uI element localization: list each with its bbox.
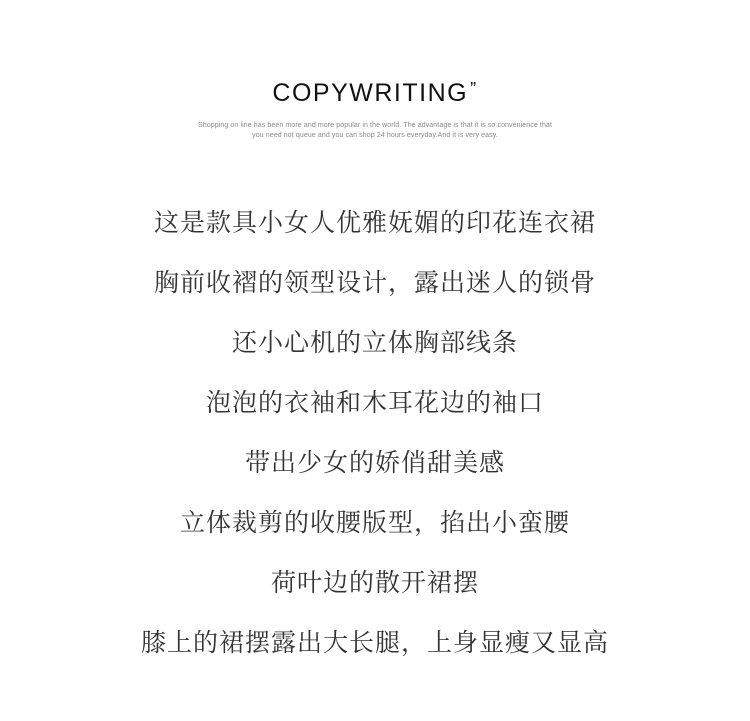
subtitle-line-2: you need not queue and you can shop 24 hours everyday.And it is very easy. bbox=[252, 132, 498, 139]
copywriting-title bbox=[0, 74, 750, 108]
copy-line: 这是款具小女人优雅妩媚的印花连衣裙 bbox=[153, 208, 596, 237]
title-text: COPYWRITING bbox=[272, 79, 469, 107]
copy-line: 带出少女的娇俏甜美感 bbox=[244, 448, 505, 477]
copy-line: 还小心机的立体胸部线条 bbox=[231, 328, 518, 357]
subtitle-line-1: Shopping on line has been more and more popular in the world. The advantage is that it is so convenience that bbox=[198, 122, 552, 129]
copy-line: 荷叶边的散开裙摆 bbox=[270, 568, 479, 597]
title-quote-mark: ” bbox=[470, 79, 478, 99]
copywriting-subtitle bbox=[0, 121, 750, 141]
copy-line: 膝上的裙摆露出大长腿，上身显瘦又显高 bbox=[140, 628, 609, 657]
copy-line: 胸前收褶的领型设计，露出迷人的锁骨 bbox=[153, 268, 596, 297]
copy-line: 泡泡的衣袖和木耳花边的袖口 bbox=[205, 388, 544, 417]
copy-line: 立体裁剪的收腰版型，掐出小蛮腰 bbox=[179, 508, 570, 537]
copy-text-list bbox=[0, 201, 750, 681]
